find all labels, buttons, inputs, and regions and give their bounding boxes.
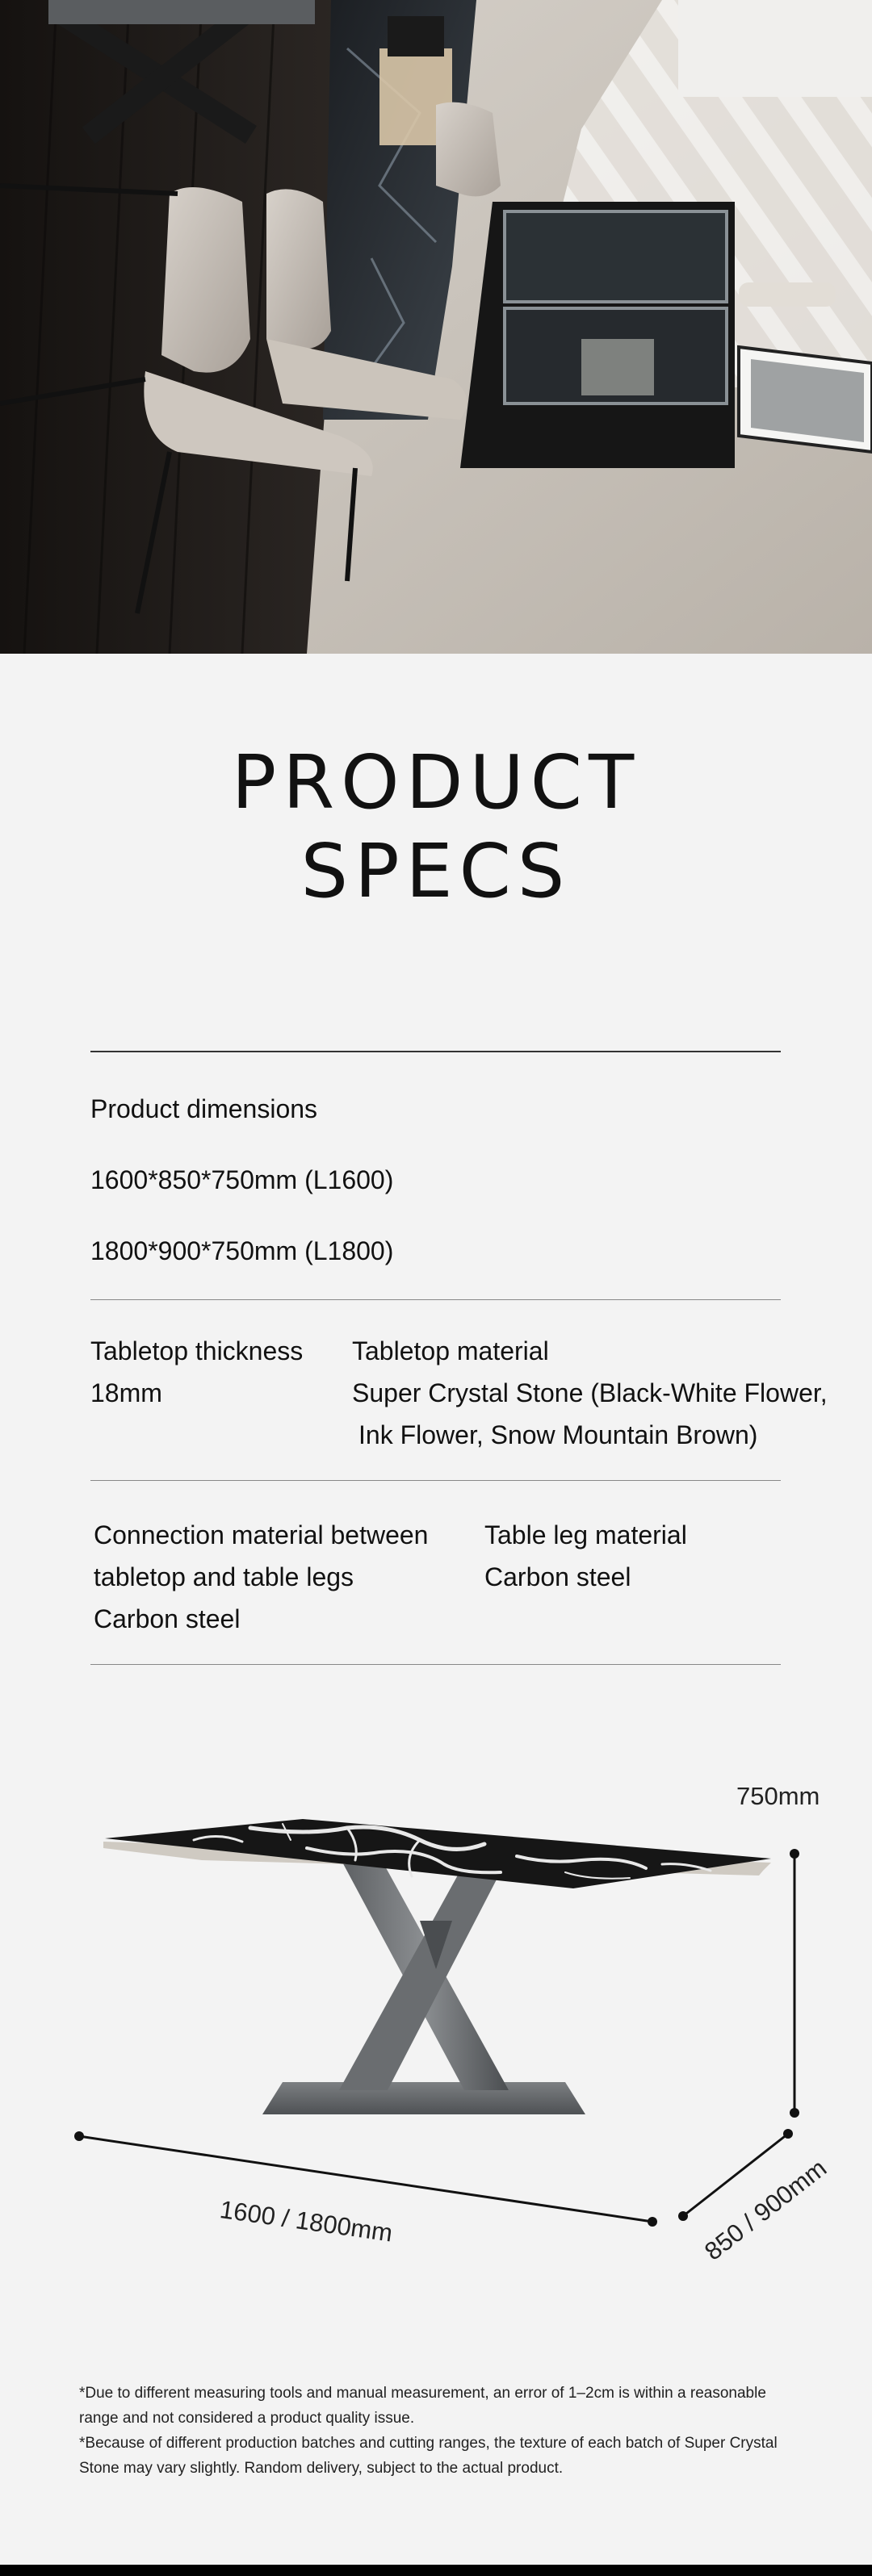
page-title [0, 738, 872, 916]
dimensions-label: Product dimensions [90, 1094, 318, 1123]
width-label: 850 / 900mm [699, 2153, 832, 2266]
material-value-line-1: Super Crystal Stone (Black-White Flower, [352, 1378, 828, 1407]
thickness-value: 18mm [90, 1378, 162, 1407]
connection-value: Carbon steel [94, 1604, 241, 1633]
note-1: *Due to different measuring tools and manual measurement, an error of 1–2cm is within a reasonable range and not considered a product quality issue. [79, 2385, 766, 2427]
length-label: 1600 / 1800mm [218, 2195, 395, 2248]
hero-photo [0, 0, 872, 654]
spec-divider-1 [90, 1299, 781, 1300]
title-line-1: PRODUCT [231, 739, 641, 826]
table-drawing-icon [0, 1767, 872, 2284]
leg-material-value: Carbon steel [484, 1562, 631, 1591]
title-line-2: SPECS [300, 828, 572, 914]
disclaimer-notes [79, 2381, 806, 2481]
spec-top-divider [90, 1051, 781, 1052]
spec-bottom-divider [90, 1664, 781, 1665]
height-label: 750mm [736, 1782, 820, 1810]
material-value-line-2: Ink Flower, Snow Mountain Brown) [358, 1420, 758, 1449]
note-2: *Because of different production batches and cutting ranges, the texture of each batch of Super Crystal Stone may vary slightly. Random delivery, subject to the actual product. [79, 2435, 778, 2477]
dining-room-photo-icon [0, 0, 872, 654]
connection-label-line-2: tabletop and table legs [94, 1562, 354, 1591]
dimensions-value-1: 1600*850*750mm (L1600) [90, 1165, 394, 1194]
spec-divider-2 [90, 1480, 781, 1481]
dimension-diagram [0, 1767, 872, 2284]
material-label: Tabletop material [352, 1336, 549, 1365]
leg-material-label: Table leg material [484, 1520, 687, 1549]
thickness-label: Tabletop thickness [90, 1336, 304, 1365]
connection-label-line-1: Connection material between [94, 1520, 429, 1549]
dimensions-value-2: 1800*900*750mm (L1800) [90, 1236, 394, 1265]
footer-bar [0, 2565, 872, 2576]
